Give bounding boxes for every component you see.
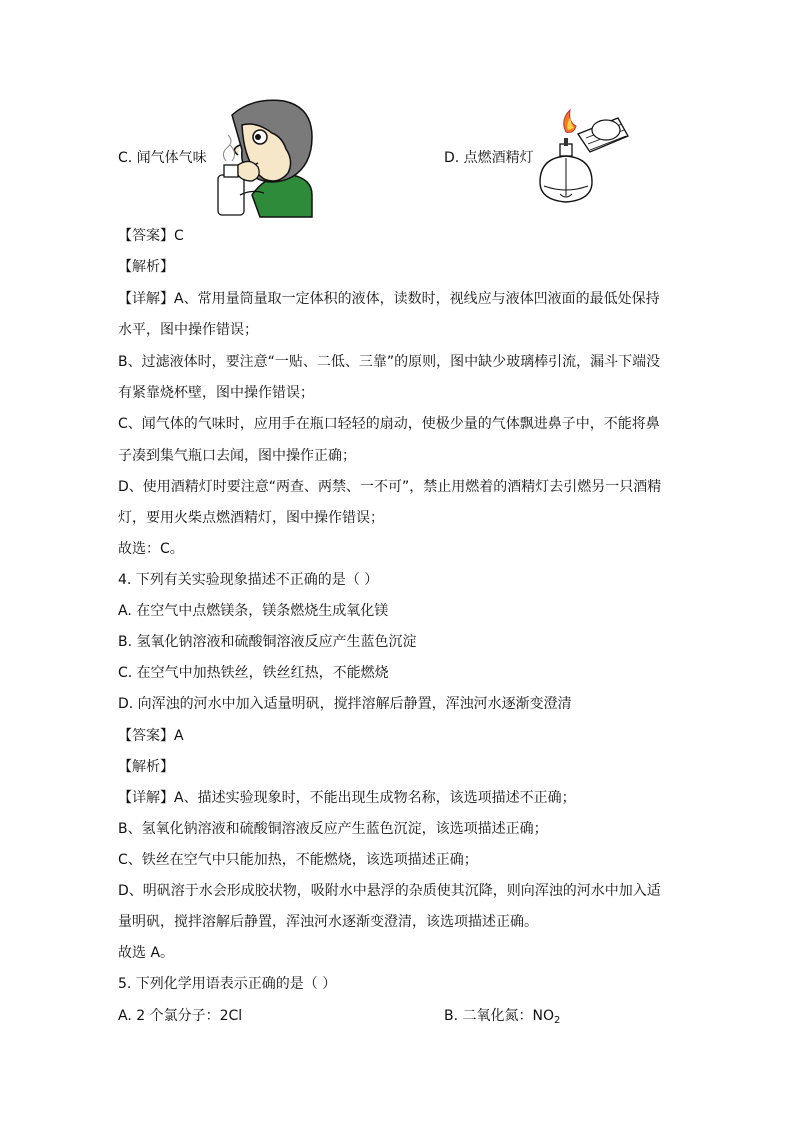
q3-detail-line: 灯，要用火柴点燃酒精灯，图中操作错误； <box>118 510 384 526</box>
q4-analysis-heading: 【解析】 <box>118 759 174 775</box>
q4-stem: 4. 下列有关实验现象描述不正确的是（ ） <box>118 572 379 588</box>
q4-detail-line: C、铁丝在空气中只能加热，不能燃烧，该选项描述正确； <box>118 852 478 868</box>
q5-option-b-text: B. 二氧化氮：NO <box>444 1008 554 1024</box>
q3-detail-line: 子凑到集气瓶口去闻，图中操作正确； <box>118 448 356 464</box>
q4-detail-line: 【详解】A、描述实验现象时，不能出现生成物名称，该选项描述不正确； <box>118 790 576 806</box>
q3-detail-line: 水平，图中操作错误； <box>118 322 258 338</box>
q5-option-a: A. 2 个氯分子：2Cl <box>118 1008 243 1024</box>
q3-answer: 【答案】C <box>118 228 184 244</box>
q3-conclusion: 故选：C。 <box>118 541 184 557</box>
q3-detail-line: 有紧靠烧杯壁，图中操作错误； <box>118 385 314 401</box>
q4-detail-line: B、氢氧化钠溶液和硫酸铜溶液反应产生蓝色沉淀，该选项描述正确； <box>118 821 548 837</box>
q3-detail-line: 【详解】A、常用量筒量取一定体积的液体，读数时，视线应与液体凹液面的最低处保持 <box>118 291 660 307</box>
q3-detail-line: B、过滤液体时，要注意“一贴、二低、三靠”的原则，图中缺少玻璃棒引流，漏斗下端没 <box>118 354 661 370</box>
alcohol-lamp-illustration <box>530 108 630 208</box>
q3-detail-line: C、闻气体的气味时，应用手在瓶口轻轻的扇动，使极少量的气体飘进鼻子中，不能将鼻 <box>118 416 660 432</box>
q5-option-b-subscript: 2 <box>554 1015 561 1026</box>
q4-option-a: A. 在空气中点燃镁条，镁条燃烧生成氧化镁 <box>118 603 389 619</box>
q4-option-d: D. 向浑浊的河水中加入适量明矾，搅拌溶解后静置，浑浊河水逐渐变澄清 <box>118 696 572 712</box>
q5-option-b <box>444 1006 560 1026</box>
q4-conclusion: 故选 A。 <box>118 945 175 961</box>
q3-analysis-heading: 【解析】 <box>118 259 174 275</box>
option-d-label: D. 点燃酒精灯 <box>444 150 534 166</box>
q4-detail-line: D、明矾溶于水会形成胶状物，吸附水中悬浮的杂质使其沉降，则向浑浊的河水中加入适 <box>118 883 661 899</box>
q3-detail-line: D、使用酒精灯时要注意“两查、两禁、一不可”，禁止用燃着的酒精灯去引燃另一只酒精 <box>118 479 662 495</box>
q4-option-c: C. 在空气中加热铁丝，铁丝红热，不能燃烧 <box>118 665 389 681</box>
q4-option-b: B. 氢氧化钠溶液和硫酸铜溶液反应产生蓝色沉淀 <box>118 634 417 650</box>
option-c-label: C. 闻气体气味 <box>118 150 207 166</box>
smelling-gas-illustration <box>212 95 322 220</box>
q4-answer: 【答案】A <box>118 728 184 744</box>
q5-stem: 5. 下列化学用语表示正确的是（ ） <box>118 976 337 992</box>
q4-detail-line: 量明矾，搅拌溶解后静置，浑浊河水逐渐变澄清，该选项描述正确。 <box>118 914 538 930</box>
